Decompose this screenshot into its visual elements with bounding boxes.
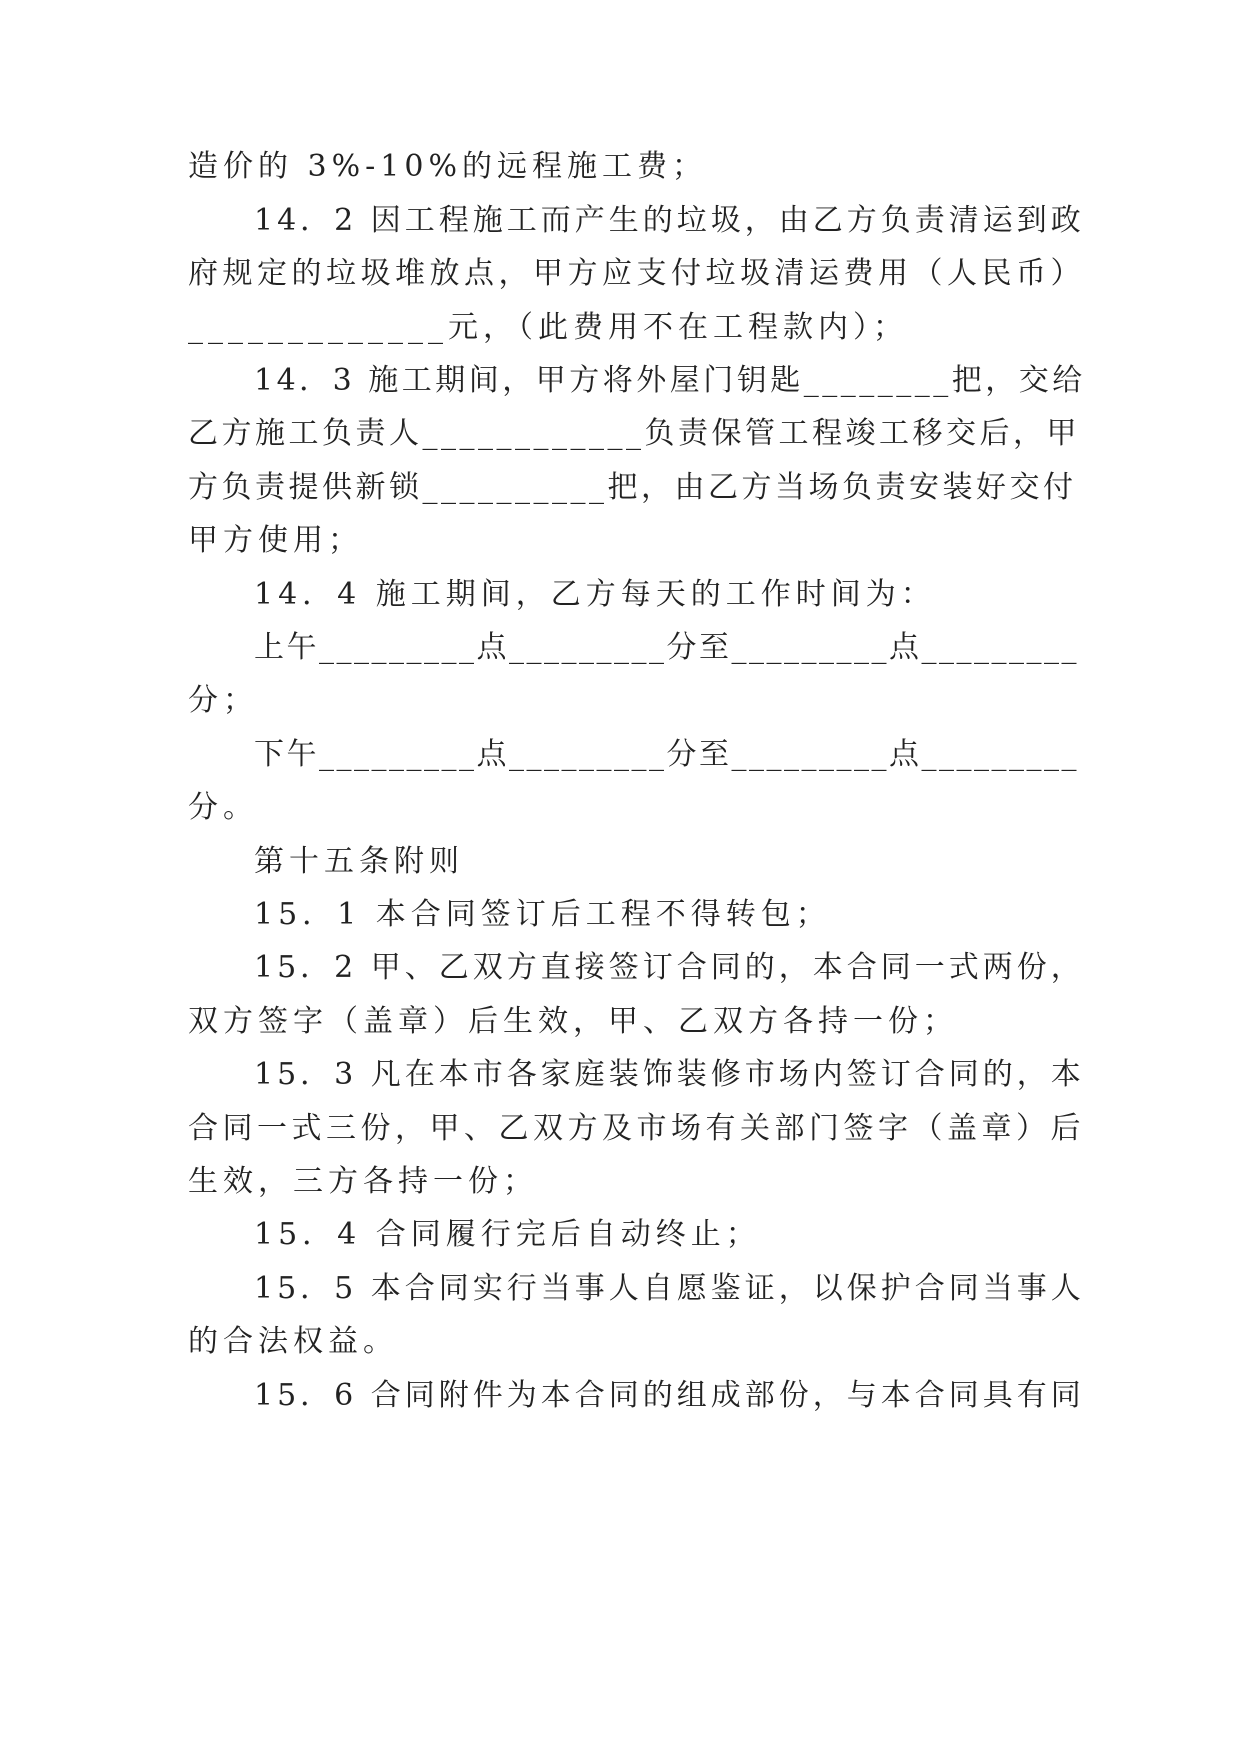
text-line-21: 15．4 合同履行完后自动终止； bbox=[254, 1217, 761, 1252]
text-line-2: 14．2 因工程施工而产生的垃圾，由乙方负责清运到政 bbox=[254, 203, 1085, 238]
text-line-8: 甲方使用； bbox=[188, 523, 363, 558]
text-line-6: 乙方施工负责人____________负责保管工程竣工移交后，甲 bbox=[188, 416, 1080, 451]
text-line-17: 双方签字（盖章）后生效，甲、乙双方各持一份； bbox=[188, 1004, 958, 1039]
text-line-13: 分。 bbox=[188, 790, 258, 825]
text-line-19: 合同一式三份，甲、乙双方及市场有关部门签字（盖章）后 bbox=[188, 1111, 1085, 1146]
text-line-7: 方负责提供新锁__________把，由乙方当场负责安装好交付 bbox=[188, 470, 1077, 505]
text-line-4: _____________元，（此费用不在工程款内）； bbox=[188, 310, 908, 345]
text-line-18: 15．3 凡在本市各家庭装饰装修市场内签订合同的，本 bbox=[254, 1057, 1085, 1092]
text-line-23: 的合法权益。 bbox=[188, 1324, 398, 1359]
text-line-11: 分； bbox=[188, 683, 258, 718]
text-line-5: 14．3 施工期间，甲方将外屋门钥匙________把，交给 bbox=[254, 363, 1086, 398]
text-line-22: 15．5 本合同实行当事人自愿鉴证，以保护合同当事人 bbox=[254, 1271, 1085, 1306]
text-line-1: 造价的 3%-10%的远程施工费； bbox=[188, 149, 707, 184]
text-line-3: 府规定的垃圾堆放点，甲方应支付垃圾清运费用（人民币） bbox=[188, 256, 1085, 291]
text-line-20: 生效，三方各持一份； bbox=[188, 1164, 538, 1199]
text-line-24: 15．6 合同附件为本合同的组成部份，与本合同具有同 bbox=[254, 1378, 1085, 1413]
text-line-14: 第十五条附则 bbox=[254, 844, 464, 879]
text-line-16: 15．2 甲、乙双方直接签订合同的，本合同一式两份， bbox=[254, 950, 1085, 985]
text-line-10: 上午_________点_________分至_________点_________ bbox=[254, 630, 1079, 665]
text-line-9: 14．4 施工期间，乙方每天的工作时间为： bbox=[254, 577, 936, 612]
text-line-12: 下午_________点_________分至_________点_________ bbox=[254, 737, 1079, 772]
text-line-15: 15．1 本合同签订后工程不得转包； bbox=[254, 897, 831, 932]
